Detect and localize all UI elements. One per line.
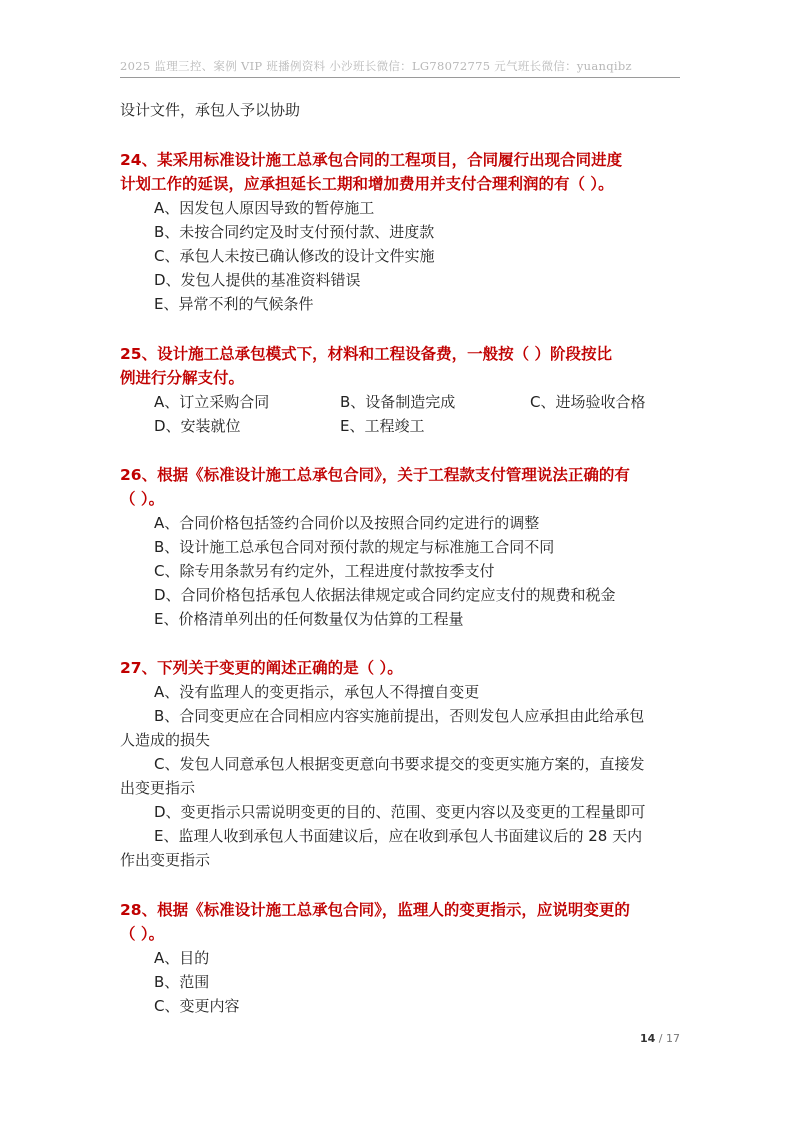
question-27-option-b: B、合同变更应在合同相应内容实施前提出，否则发包人应承担由此给承包 <box>154 707 645 725</box>
total-pages: 17 <box>666 1032 680 1045</box>
carryover-text: 设计文件，承包人予以协助 <box>120 101 301 119</box>
question-27-option-c: C、发包人同意承包人根据变更意向书要求提交的变更实施方案的，直接发 <box>154 755 645 773</box>
header-divider <box>120 77 680 78</box>
question-26-option-a: A、合同价格包括签约合同价以及按照合同约定进行的调整 <box>154 514 540 532</box>
question-28-stem-line2: （ ）。 <box>120 925 165 943</box>
question-28-option-b: B、范围 <box>154 973 210 991</box>
question-28-option-c: C、变更内容 <box>154 997 240 1015</box>
question-25-stem-line1: 25、设计施工总承包模式下，材料和工程设备费，一般按（ ）阶段按比 <box>120 345 612 363</box>
question-27-option-d: D、变更指示只需说明变更的目的、范围、变更内容以及变更的工程量即可 <box>154 803 646 821</box>
question-24-option-e: E、异常不利的气候条件 <box>154 295 314 313</box>
question-28-stem-line1: 28、根据《标准设计施工总承包合同》，监理人的变更指示，应说明变更的 <box>120 901 630 919</box>
question-27-option-c-continued: 出变更指示 <box>120 779 196 797</box>
question-27-option-e: E、监理人收到承包人书面建议后，应在收到承包人书面建议后的 28 天内 <box>154 827 643 845</box>
question-27-option-e-continued: 作出变更指示 <box>120 851 211 869</box>
question-25-stem-line2: 例进行分解支付。 <box>120 369 245 387</box>
question-25-option-b: B、设备制造完成 <box>340 393 456 411</box>
question-25-option-d: D、安装就位 <box>154 417 241 435</box>
page-number <box>618 1032 680 1045</box>
question-24-option-a: A、因发包人原因导致的暂停施工 <box>154 199 375 217</box>
question-24-option-d: D、发包人提供的基准资料错误 <box>154 271 361 289</box>
question-25-option-c: C、进场验收合格 <box>530 393 646 411</box>
question-24-stem-line2: 计划工作的延误，应承担延长工期和增加费用并支付合理利润的有（ ）。 <box>120 175 614 193</box>
question-26-option-b: B、设计施工总承包合同对预付款的规定与标准施工合同不同 <box>154 538 555 556</box>
question-24-option-b: B、未按合同约定及时支付预付款、进度款 <box>154 223 435 241</box>
header-watermark: 2025 监理三控、案例 VIP 班播例资料 小沙班长微信：LG78072775 元气班长微信：yuanqibz <box>120 59 632 73</box>
question-26-option-c: C、除专用条款另有约定外，工程进度付款按季支付 <box>154 562 495 580</box>
question-26-option-e: E、价格清单列出的任何数量仅为估算的工程量 <box>154 610 464 628</box>
question-28-option-a: A、目的 <box>154 949 210 967</box>
question-27-stem: 27、下列关于变更的阐述正确的是（ ）。 <box>120 659 403 677</box>
question-26-stem-line2: （ ）。 <box>120 490 165 508</box>
page-separator: / <box>658 1032 663 1045</box>
question-24-option-c: C、承包人未按已确认修改的设计文件实施 <box>154 247 435 265</box>
question-26-stem-line1: 26、根据《标准设计施工总承包合同》，关于工程款支付管理说法正确的有 <box>120 466 630 484</box>
current-page: 14 <box>639 1032 656 1045</box>
question-26-option-d: D、合同价格包括承包人依据法律规定或合同约定应支付的规费和税金 <box>154 586 616 604</box>
question-27-option-b-continued: 人造成的损失 <box>120 731 211 749</box>
question-24-stem-line1: 24、某采用标准设计施工总承包合同的工程项目，合同履行出现合同进度 <box>120 151 623 169</box>
question-25-option-e: E、工程竣工 <box>340 417 425 435</box>
question-27-option-a: A、没有监理人的变更指示，承包人不得擅自变更 <box>154 683 480 701</box>
question-25-option-a: A、订立采购合同 <box>154 393 270 411</box>
